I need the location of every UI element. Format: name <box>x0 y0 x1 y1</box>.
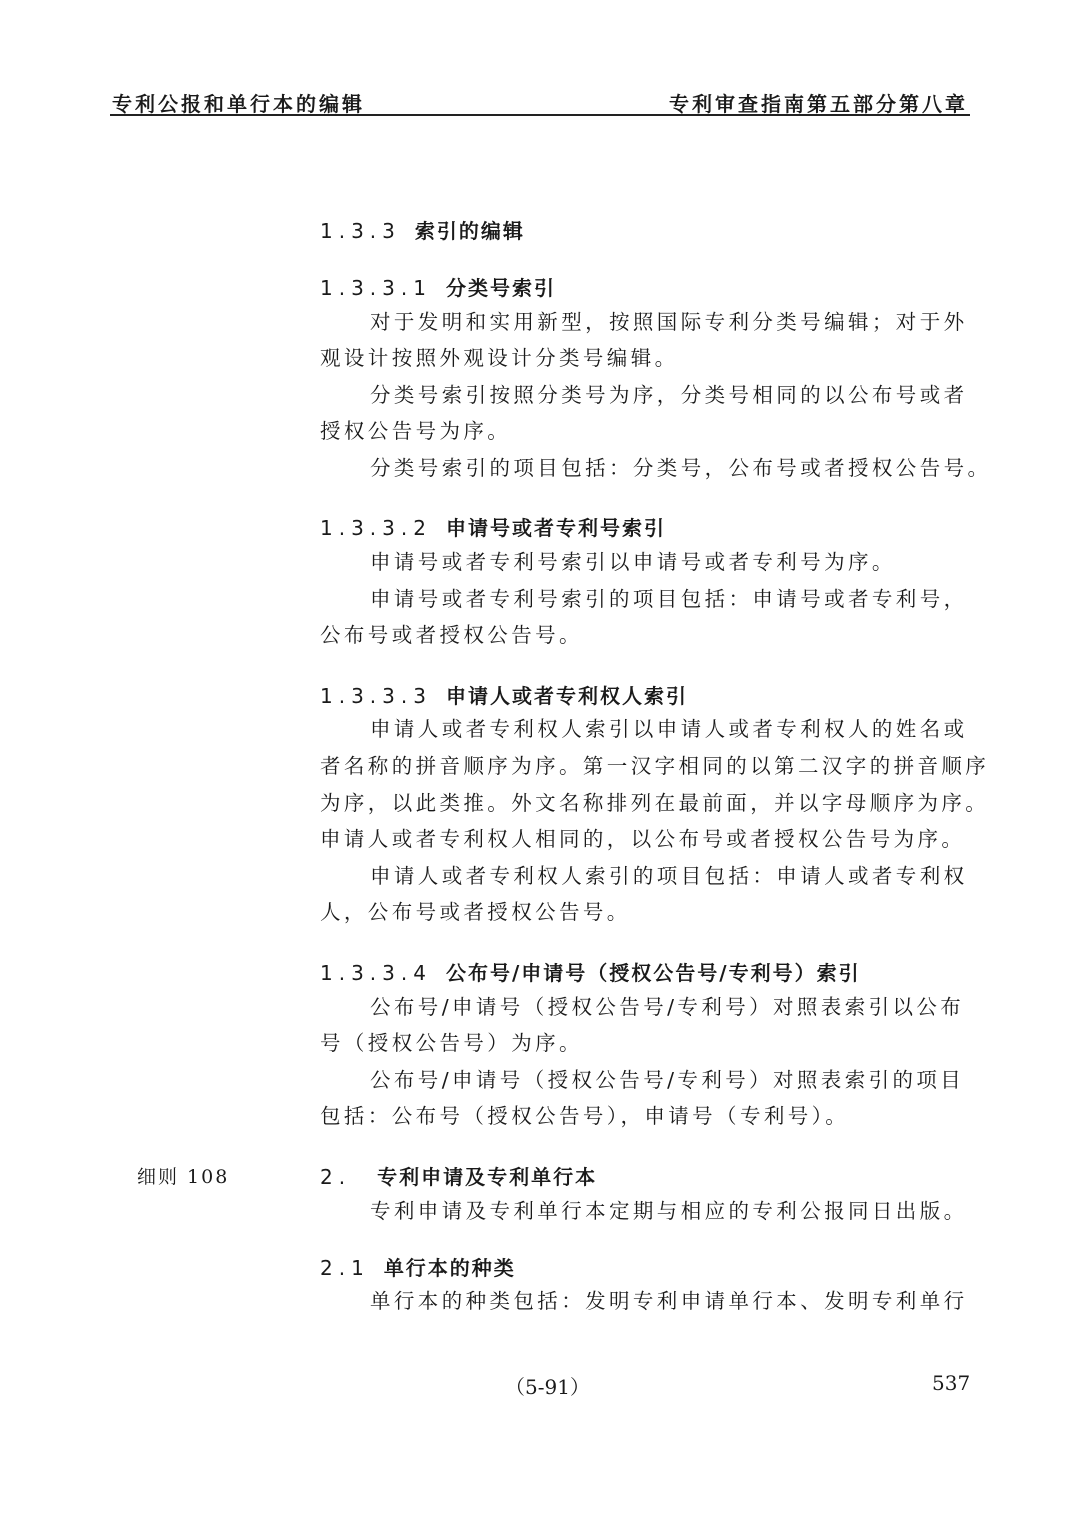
page-number: 537 <box>932 1371 971 1395</box>
section-number: 1.3.3.3 <box>320 684 432 708</box>
header-rule <box>110 114 970 116</box>
paragraph-line: 包括：公布号（授权公告号），申请号（专利号）。 <box>320 1104 850 1128</box>
heading-1-3-3-1 <box>320 272 556 301</box>
paragraph-line: 专利申请及专利单行本定期与相应的专利公报同日出版。 <box>370 1199 968 1223</box>
section-number: 1.3.3 <box>320 219 401 243</box>
section-title: 专利申请及专利单行本 <box>377 1165 598 1189</box>
section-title: 单行本的种类 <box>383 1256 516 1280</box>
paragraph-line: 申请人或者专利权人索引的项目包括：申请人或者专利权 <box>370 864 968 888</box>
heading-1-3-3-4 <box>320 957 861 986</box>
section-title: 索引的编辑 <box>414 219 525 243</box>
section-number: 1.3.3.2 <box>320 516 432 540</box>
paragraph-line: 申请人或者专利权人索引以申请人或者专利权人的姓名或 <box>370 717 968 741</box>
paragraph-line: 分类号索引的项目包括：分类号，公布号或者授权公告号。 <box>370 456 992 480</box>
paragraph-line: 公布号/申请号（授权公告号/专利号）对照表索引以公布 <box>370 995 965 1019</box>
heading-1-3-3 <box>320 215 525 244</box>
section-number: 1.3.3.1 <box>320 276 432 300</box>
paragraph-line: 公布号/申请号（授权公告号/专利号）对照表索引的项目 <box>370 1068 965 1092</box>
section-number: 2.1 <box>320 1256 370 1280</box>
section-title: 分类号索引 <box>445 276 556 300</box>
heading-1-3-3-3 <box>320 680 688 709</box>
paragraph-line: 申请号或者专利号索引的项目包括：申请号或者专利号， <box>370 587 968 611</box>
paragraph-line: 观设计按照外观设计分类号编辑。 <box>320 346 679 370</box>
section-number: 1.3.3.4 <box>320 961 432 985</box>
heading-1-3-3-2 <box>320 512 666 541</box>
heading-2 <box>320 1161 597 1190</box>
running-header-left: 专利公报和单行本的编辑 <box>112 92 365 116</box>
paragraph-line: 为序，以此类推。外文名称排列在最前面，并以字母顺序为序。 <box>320 791 990 815</box>
paragraph-line: 者名称的拼音顺序为序。第一汉字相同的以第二汉字的拼音顺序 <box>320 754 990 778</box>
heading-2-1 <box>320 1252 516 1281</box>
section-title: 申请号或者专利号索引 <box>445 516 666 540</box>
paragraph-line: 授权公告号为序。 <box>320 419 512 443</box>
paragraph-line: 单行本的种类包括：发明专利申请单行本、发明专利单行 <box>370 1289 968 1313</box>
margin-note: 细则 108 <box>137 1166 230 1188</box>
paragraph-line: 分类号索引按照分类号为序，分类号相同的以公布号或者 <box>370 383 968 407</box>
section-page-label: （5-91） <box>505 1375 590 1399</box>
paragraph-line: 申请号或者专利号索引以申请号或者专利号为序。 <box>370 550 896 574</box>
paragraph-line: 号（授权公告号）为序。 <box>320 1031 583 1055</box>
paragraph-line: 申请人或者专利权人相同的，以公布号或者授权公告号为序。 <box>320 827 966 851</box>
paragraph-line: 人，公布号或者授权公告号。 <box>320 900 631 924</box>
paragraph-line: 公布号或者授权公告号。 <box>320 623 583 647</box>
section-title: 申请人或者专利权人索引 <box>445 684 688 708</box>
section-title: 公布号/申请号（授权公告号/专利号）索引 <box>445 961 861 985</box>
paragraph-line: 对于发明和实用新型，按照国际专利分类号编辑；对于外 <box>370 310 968 334</box>
running-header-right: 专利审查指南第五部分第八章 <box>669 92 968 116</box>
section-number: 2. <box>320 1165 352 1189</box>
